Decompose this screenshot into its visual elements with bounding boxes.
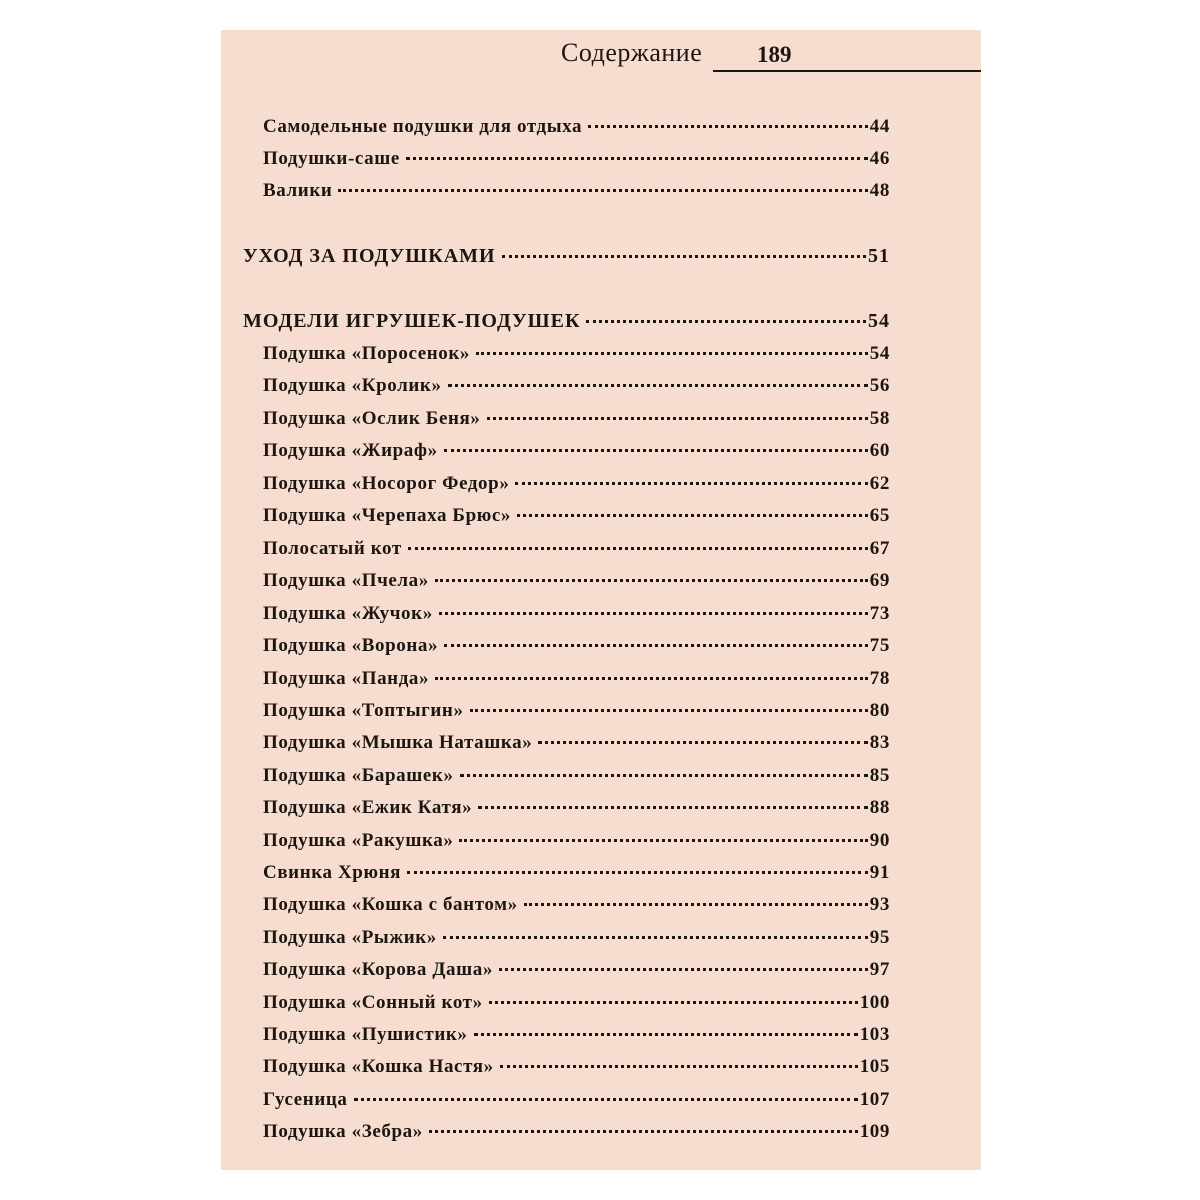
toc-entry-page: 48 — [869, 180, 890, 201]
toc-entry-page: 54 — [869, 343, 890, 364]
toc-entry — [263, 959, 890, 987]
dot-leader — [354, 1097, 858, 1101]
toc-entry — [263, 440, 890, 468]
toc-entry-title: Валики — [263, 180, 333, 201]
toc-entry — [263, 1089, 890, 1117]
toc-entry-page: 51 — [868, 245, 890, 267]
toc-entry-title: Подушка «Пчела» — [263, 570, 429, 591]
page-title: Содержание — [561, 38, 703, 67]
dot-leader — [470, 708, 868, 712]
toc-entry — [263, 116, 890, 144]
toc-entry-title: Полосатый кот — [263, 538, 402, 559]
toc-entry — [263, 538, 890, 566]
dot-leader — [502, 254, 866, 258]
dot-leader — [489, 1000, 858, 1004]
toc-entry-page: 69 — [869, 570, 890, 591]
dot-leader — [338, 188, 867, 192]
toc-entry — [263, 765, 890, 793]
dot-leader — [444, 643, 868, 647]
toc-entry-title: Подушка «Кошка с бантом» — [263, 894, 518, 915]
toc-entry-title: Подушка «Сонный кот» — [263, 992, 483, 1013]
dot-leader — [476, 351, 868, 355]
toc-entry-page: 90 — [869, 830, 890, 851]
dot-leader — [408, 546, 868, 550]
toc-entry — [263, 473, 890, 501]
toc-entry — [263, 1024, 890, 1052]
toc-entry — [263, 375, 890, 403]
toc-entry-title: Подушка «Жираф» — [263, 440, 438, 461]
toc-entry-page: 58 — [869, 408, 890, 429]
dot-leader — [588, 124, 868, 128]
toc-entry-page: 93 — [869, 894, 890, 915]
toc-entry-title: Подушка «Поросенок» — [263, 343, 471, 364]
toc-entry — [263, 570, 890, 598]
dot-leader — [538, 740, 867, 744]
toc-entry — [263, 180, 890, 208]
dot-leader — [407, 870, 868, 874]
toc-entry-page: 97 — [869, 959, 890, 980]
toc-entry-page: 83 — [869, 732, 890, 753]
dot-leader — [474, 1032, 858, 1036]
toc-entry-page: 60 — [869, 440, 890, 461]
dot-leader — [460, 773, 868, 777]
toc-entry-title: Подушка «Мышка Наташка» — [263, 732, 533, 753]
toc-entry — [263, 732, 890, 760]
toc-entry-title: Подушка «Топтыгин» — [263, 700, 464, 721]
toc-entry-title: Подушка «Ежик Катя» — [263, 797, 473, 818]
toc-entry-page: 44 — [869, 116, 890, 137]
dot-leader — [444, 448, 868, 452]
toc-entry-page: 80 — [869, 700, 890, 721]
toc-entry-title: Подушки-саше — [263, 148, 400, 169]
toc-entry — [263, 992, 890, 1020]
toc-entry-page: 88 — [869, 797, 890, 818]
toc-entry — [263, 927, 890, 955]
page-number: 189 — [757, 42, 792, 67]
toc-entry-title: Подушка «Ворона» — [263, 635, 439, 656]
toc-entry-page: 62 — [869, 473, 890, 494]
toc-entry-page: 65 — [869, 505, 890, 526]
toc-entry — [263, 603, 890, 631]
toc-entry-page: 109 — [859, 1121, 890, 1142]
dot-leader — [443, 935, 868, 939]
toc-entry-page: 85 — [869, 765, 890, 786]
toc-entry — [263, 148, 890, 176]
dot-leader — [517, 513, 868, 517]
toc-entry-page: 103 — [859, 1024, 890, 1045]
dot-leader — [448, 383, 868, 387]
toc-entry-page: 100 — [859, 992, 890, 1013]
toc-entry-page: 91 — [869, 862, 890, 883]
dot-leader — [406, 156, 868, 160]
toc-entry-page: 107 — [859, 1089, 890, 1110]
toc-entry — [263, 668, 890, 696]
dot-leader — [435, 676, 868, 680]
toc-entry-page: 75 — [869, 635, 890, 656]
toc-section-heading — [243, 245, 890, 273]
dot-leader — [499, 967, 868, 971]
toc-entry-title: Подушка «Носорог Федор» — [263, 473, 510, 494]
dot-leader — [586, 319, 866, 323]
toc-entry-title: Подушка «Пушистик» — [263, 1024, 468, 1045]
toc-entry-page: 46 — [869, 148, 890, 169]
toc-entry — [263, 505, 890, 533]
toc-entry-title: Свинка Хрюня — [263, 862, 402, 883]
toc-entry-title: Подушка «Панда» — [263, 668, 430, 689]
dot-leader — [524, 902, 868, 906]
toc-entry-page: 105 — [859, 1056, 890, 1077]
dot-leader — [439, 611, 868, 615]
dot-leader — [435, 578, 868, 582]
dot-leader — [478, 805, 868, 809]
toc-entry-title: УХОД ЗА ПОДУШКАМИ — [243, 245, 496, 267]
toc-entry — [263, 343, 890, 371]
toc-entry — [263, 1056, 890, 1084]
table-of-contents — [221, 30, 981, 1170]
toc-entry-page: 78 — [869, 668, 890, 689]
dot-leader — [429, 1129, 858, 1133]
toc-entry-title: Подушка «Черепаха Брюс» — [263, 505, 511, 526]
toc-entry-title: Гусеница — [263, 1089, 348, 1110]
book-page — [221, 30, 981, 1170]
toc-entry — [263, 797, 890, 825]
toc-entry — [263, 830, 890, 858]
toc-entry — [263, 1121, 890, 1149]
toc-entry-title: МОДЕЛИ ИГРУШЕК-ПОДУШЕК — [243, 310, 581, 332]
toc-entry-title: Подушка «Кролик» — [263, 375, 442, 396]
toc-entry-title: Подушка «Корова Даша» — [263, 959, 493, 980]
toc-entry-title: Подушка «Кошка Настя» — [263, 1056, 494, 1077]
toc-entry-title: Подушка «Рыжик» — [263, 927, 437, 948]
toc-entry-page: 56 — [869, 375, 890, 396]
toc-entry — [263, 862, 890, 890]
toc-entry-title: Подушка «Ослик Беня» — [263, 408, 481, 429]
toc-entry-page: 73 — [869, 603, 890, 624]
toc-section-heading — [243, 310, 890, 338]
toc-entry — [263, 408, 890, 436]
toc-entry-page: 54 — [868, 310, 890, 332]
toc-entry-page: 67 — [869, 538, 890, 559]
toc-entry-title: Самодельные подушки для отдыха — [263, 116, 583, 137]
toc-entry-title: Подушка «Жучок» — [263, 603, 433, 624]
dot-leader — [500, 1064, 858, 1068]
toc-entry-title: Подушка «Ракушка» — [263, 830, 454, 851]
toc-entry-title: Подушка «Зебра» — [263, 1121, 423, 1142]
dot-leader — [487, 416, 868, 420]
toc-entry — [263, 700, 890, 728]
toc-entry — [263, 635, 890, 663]
dot-leader — [459, 838, 867, 842]
toc-entry-title: Подушка «Барашек» — [263, 765, 454, 786]
toc-entry — [263, 894, 890, 922]
dot-leader — [515, 481, 867, 485]
toc-entry-page: 95 — [869, 927, 890, 948]
